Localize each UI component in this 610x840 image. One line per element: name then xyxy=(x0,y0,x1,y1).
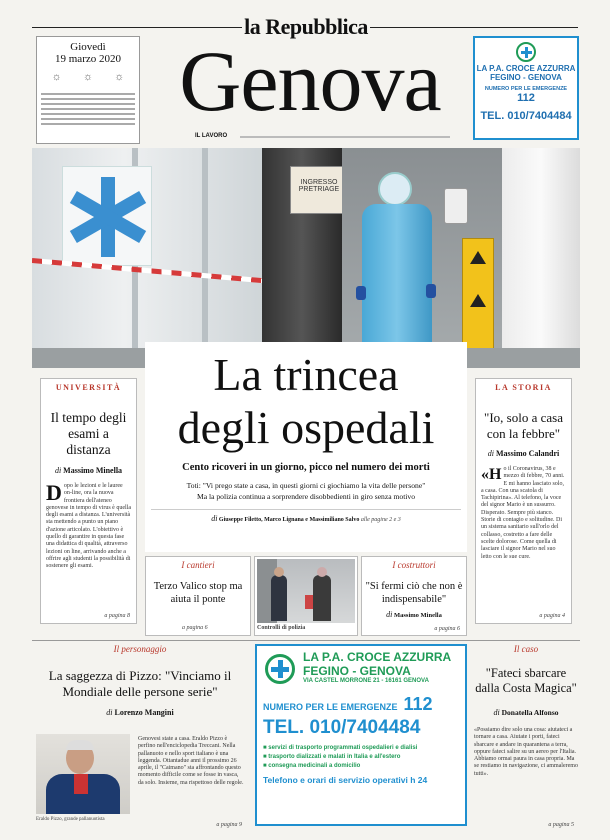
tent-right xyxy=(502,148,580,368)
left-headline: Il tempo degli esami a distanza xyxy=(50,410,127,457)
bottom-left-kicker: Il personaggio xyxy=(113,644,167,654)
top-ad-number: 112 xyxy=(517,92,535,104)
mid-right-byline-author: Massimo Minella xyxy=(394,612,442,619)
right-kicker: LA STORIA xyxy=(495,383,552,392)
health-worker xyxy=(352,166,442,356)
top-ad-line3: NUMERO PER LE EMERGENZE xyxy=(484,86,568,92)
main-headline-1: La trincea xyxy=(213,349,399,400)
mid-right-kicker: I costruttori xyxy=(392,560,436,570)
left-byline xyxy=(46,466,131,475)
bottom-ad-tel: TEL. 010/7404484 xyxy=(263,717,421,738)
mid-right-page-ref: a pagina 6 xyxy=(434,626,460,632)
bottom-left-box xyxy=(34,644,246,830)
bottom-right-headline: "Fateci sbarcare dalla Costa Magica" xyxy=(475,666,577,695)
banner-small-print xyxy=(240,136,450,138)
wet-floor-sign xyxy=(462,238,494,356)
sun-icon: ☼ xyxy=(114,71,125,83)
sun-icon: ☼ xyxy=(51,71,62,83)
main-photo xyxy=(32,148,580,368)
main-byline-prefix: di xyxy=(211,514,218,523)
bottom-ad-services xyxy=(263,745,459,769)
dispenser xyxy=(444,188,468,224)
main-byline xyxy=(151,509,461,523)
right-byline xyxy=(481,449,566,458)
small-print-lines xyxy=(41,93,135,125)
bottom-ad-service: ■ servizi di trasporto programmati ospedalieri e dialisi xyxy=(263,745,418,751)
bottom-right-body: «Possiamo dire solo una cosa: aiutateci a tornare a casa. Aiutate i porti, fateci sbarcare e andare in quarantena a terra, oppure fateci salire su un aereo per l'Italia. Abbiamo ormai paura in casa propria. Ma se restiamo in navigazione, ci ammaleremo tutti». xyxy=(474,727,578,777)
star-of-life-icon xyxy=(62,166,152,266)
weather-icons xyxy=(41,71,135,83)
right-dropcap: «H xyxy=(481,466,502,483)
right-col-box xyxy=(475,378,572,624)
top-ad-line1: LA P.A. CROCE AZZURRA xyxy=(476,64,576,73)
date-box xyxy=(36,36,140,144)
brand-name: la Repubblica xyxy=(244,14,368,39)
bottom-ad-footer: Telefono e orari di servizio operativi h 24 xyxy=(263,775,428,785)
mid-left-headline: Terzo Valico stop ma aiuta il ponte xyxy=(153,581,243,605)
top-ad-tel: TEL. 010/7404484 xyxy=(480,110,572,122)
bottom-ad-service: ■ trasporto dializzati e malati in Italia e all'estero xyxy=(263,754,401,760)
cross-logo-icon xyxy=(516,42,536,62)
bottom-ad-logo-icon xyxy=(265,654,295,684)
mid-left-page-ref: a pagina 6 xyxy=(182,625,208,631)
bottom-ad-line2: FEGINO - GENOVA xyxy=(303,664,411,678)
sun-icon: ☼ xyxy=(82,71,94,83)
main-story-box xyxy=(145,342,467,552)
bottom-right-byline-prefix: di xyxy=(493,708,500,717)
pizzo-caption: Eraldo Pizzo, grande pallanuotista xyxy=(36,817,105,822)
bottom-right-byline-author: Donatella Alfonso xyxy=(501,708,559,717)
left-kicker: UNIVERSITÀ xyxy=(55,383,122,392)
left-body xyxy=(46,480,131,571)
left-byline-prefix: di xyxy=(54,466,62,475)
bottom-ad-emergency-row xyxy=(263,694,459,715)
left-dropcap: D xyxy=(46,480,62,505)
bottom-ad-emergency-label: NUMERO PER LE EMERGENZE xyxy=(263,702,398,712)
tent-stripes xyxy=(202,148,208,368)
bottom-ad-service-text: servizi di trasporto programmati ospedalieri e dialisi xyxy=(268,745,418,751)
date-text: 19 marzo 2020 xyxy=(55,53,121,65)
right-page-ref: a pagina 4 xyxy=(539,613,565,619)
top-ad-line2: FEGINO - GENOVA xyxy=(490,73,562,82)
main-subhead: Cento ricoveri in un giorno, picco nel numero dei morti xyxy=(182,462,430,473)
top-ad-box xyxy=(473,36,579,140)
pizzo-photo xyxy=(36,734,130,814)
person-figure xyxy=(313,575,331,621)
right-body-text: o il Coronavirus, 38 e mezzo di febbre, 70 anni. E mi hanno lasciato solo, a casa. Con una scatola di Tachipirina». Al telefono, la voce del signor Mario è un sussurro. Disperato. Sempre più stanco. Storie di contagio e solitudine. Di un sistema sanitario sull'orlo del collasso, costretto a fare delle scelte dolorose. Come quella di lasciare il signor Mario nel suo letto con le sue cure. xyxy=(481,466,565,560)
right-headline: "Io, solo a casa con la febbre" xyxy=(484,410,563,441)
bottom-right-kicker: Il caso xyxy=(513,644,539,654)
main-deck-2: Ma la polizia continua a sorprendere disobbedienti in giro senza motivo xyxy=(196,492,416,501)
main-deck-1: Toti: "Vi prego state a casa, in questi giorni ci giochiamo la vita delle persone" xyxy=(186,481,426,490)
main-byline-authors: Giuseppe Filetto, Marco Lignana e Massimiliano Salvo xyxy=(218,517,360,523)
mid-left-box xyxy=(145,556,251,636)
mid-right-box xyxy=(361,556,467,636)
date-day: Giovedì xyxy=(70,41,106,53)
left-body-text: opo le lezioni e le lauree on-line, ora la nuova frontiera dell'ateneo genovese in tempo di virus è quella degli esami a distanza. L'università sta mettendo a punto un piano d'azione articolato. L'obiettivo è quello di garantire in questa fase una didattica di qualità, attraverso lezioni on line, arrivando anche a offrire agli studenti la possibilità di sostenere gli esami. xyxy=(46,483,131,570)
bottom-ad-service-text: consegna medicinali a domicilio xyxy=(268,763,361,769)
bottom-left-byline-author: Lorenzo Mangini xyxy=(114,708,174,717)
mid-photo-caption: Controlli di polizia xyxy=(257,625,306,631)
edition-title: Genova xyxy=(179,33,441,129)
right-byline-prefix: di xyxy=(487,449,494,458)
bottom-ad-service: ■ consegna medicinali a domicilio xyxy=(263,763,361,769)
top-rule-left xyxy=(32,27,242,28)
left-col-box xyxy=(40,378,137,624)
main-headline-2: degli ospedali xyxy=(177,402,435,453)
bottom-right-box xyxy=(474,644,578,830)
mid-left-kicker: I cantieri xyxy=(181,560,215,570)
bottom-left-body: Genovesi state a casa. Eraldo Pizzo è perfino nell'enciclopedia Treccani. Nella pallanuoto e nello sport italiano è una leggenda. Ottantadue anni il prossimo 26 aprile, il "Caimano" sta affrontando questo momento difficile come se fosse in vasca, da solo. Insieme, ma rispettoso delle regole. xyxy=(138,736,244,786)
right-body xyxy=(481,466,566,561)
mid-right-headline: "Si fermi ciò che non è indispensabile" xyxy=(365,581,463,605)
banner-label: IL LAVORO xyxy=(195,133,228,139)
top-rule-right xyxy=(370,27,578,28)
entrance-sign: INGRESSO PRETRIAGE xyxy=(290,166,348,214)
bottom-ad-service-text: trasporto dializzati e malati in Italia e all'estero xyxy=(268,754,401,760)
officer-figure xyxy=(271,575,287,621)
bottom-left-byline xyxy=(34,708,246,717)
bottom-ad-line1: LA P.A. CROCE AZZURRA xyxy=(303,650,452,664)
bottom-ad-address: VIA CASTEL MORRONE 21 - 16161 GENOVA xyxy=(303,678,429,684)
left-byline-author: Massimo Minella xyxy=(63,466,123,475)
right-byline-author: Massimo Calandri xyxy=(495,449,560,458)
mid-photo xyxy=(254,556,358,636)
bottom-left-byline-prefix: di xyxy=(106,708,113,717)
bottom-left-headline: La saggezza di Pizzo: "Vinciamo il Mondiale delle persone serie" xyxy=(48,668,232,699)
bottom-right-byline xyxy=(474,708,578,717)
bottom-right-page-ref: a pagina 5 xyxy=(548,822,574,828)
bottom-ad-box xyxy=(255,644,467,826)
left-page-ref: a pagina 8 xyxy=(104,613,130,619)
police-photo xyxy=(257,559,355,623)
main-page-ref: alle pagine 2 e 3 xyxy=(360,517,401,523)
mid-right-byline xyxy=(365,610,463,619)
section-divider xyxy=(32,640,580,641)
mid-right-byline-prefix: di xyxy=(386,610,393,619)
bottom-left-page-ref: a pagina 9 xyxy=(216,822,242,828)
bottom-ad-number: 112 xyxy=(403,694,433,714)
